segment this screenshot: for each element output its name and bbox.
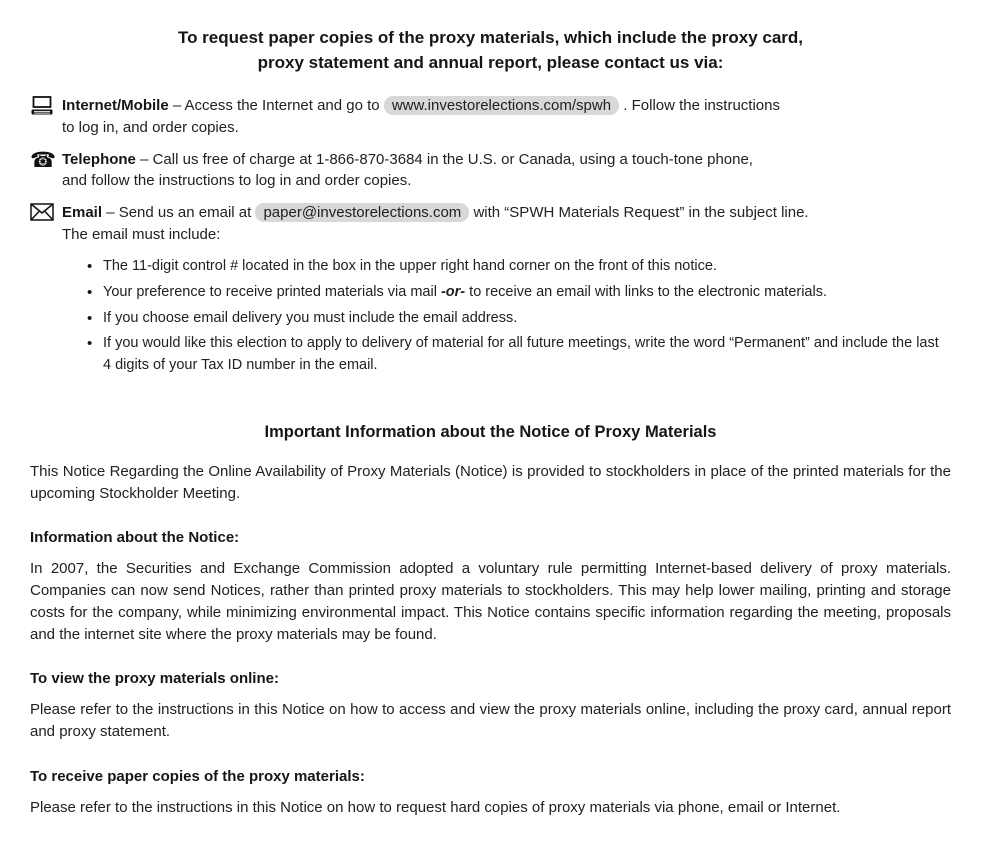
subheading-notice-info: Information about the Notice: <box>30 529 240 547</box>
subheading-view-online: To view the proxy materials online: <box>30 670 279 688</box>
contact-email-text <box>62 202 809 245</box>
page-title <box>30 26 951 75</box>
contact-telephone-line1: – Call us free of charge at 1-866-870-3684 in the U.S. or Canada, using a touch-tone phone, <box>140 150 753 168</box>
contact-internet-text <box>62 95 780 138</box>
contact-internet-label: Internet/Mobile <box>62 97 169 115</box>
contact-method-telephone <box>30 149 951 192</box>
contact-internet-line2: to log in, and order copies. <box>62 118 239 136</box>
proxy-website-link[interactable]: www.investorelections.com/spwh <box>384 96 619 115</box>
contact-internet-post: . Follow the instructions <box>623 97 780 115</box>
contact-telephone-line2: and follow the instructions to log in and order copies. <box>62 172 412 190</box>
subheading-paper-copies: To receive paper copies of the proxy materials: <box>30 767 365 785</box>
envelope-icon <box>30 203 62 221</box>
contact-email-label: Email <box>62 204 103 222</box>
bullet-text: If you would like this election to apply to delivery of material for all future meetings, write the word “Permanent” and include the last 4 digits of your Tax ID number in the email. <box>103 335 939 374</box>
email-requirements-list <box>86 256 951 377</box>
bullet-text-post: to receive an email with links to the electronic materials. <box>469 283 827 300</box>
contact-telephone-text <box>62 149 753 192</box>
contact-email-line2: The email must include: <box>62 225 221 243</box>
list-item <box>86 256 948 278</box>
contact-telephone-label: Telephone <box>62 150 136 168</box>
icon-column <box>30 149 62 172</box>
paragraph-notice-info: In 2007, the Securities and Exchange Commission adopted a voluntary rule permitting Internet-based delivery of proxy materials. Companies can now send Notices, rather than printed proxy materials to stockholders. This may help lower mailing, printing and storage costs for the company, while minimizing environmental impact. This Notice contains specific information regarding the meeting, proposals and the internet site where the proxy materials may be found. <box>30 560 951 643</box>
request-email-link[interactable]: paper@investorelections.com <box>255 203 469 222</box>
computer-icon <box>30 96 62 116</box>
contact-method-email <box>30 202 951 245</box>
section-title: Important Information about the Notice of Proxy Materials <box>264 422 717 441</box>
bullet-text: If you choose email delivery you must include the email address. <box>103 309 518 326</box>
contact-method-internet <box>30 95 951 138</box>
contact-email-post: with “SPWH Materials Request” in the subject line. <box>473 204 809 222</box>
bullet-or-emphasis: -or- <box>440 283 466 300</box>
paragraph-paper-copies: Please refer to the instructions in this Notice on how to request hard copies of proxy materials via phone, email or Internet. <box>30 798 841 816</box>
title-line-2: proxy statement and annual report, please contact us via: <box>257 52 724 72</box>
title-line-1: To request paper copies of the proxy materials, which include the proxy card, <box>177 28 804 47</box>
icon-column <box>30 202 62 221</box>
paragraph-view-online: Please refer to the instructions in this Notice on how to access and view the proxy materials online, including the proxy card, annual report and proxy statement. <box>30 701 951 741</box>
contact-internet-pre: – Access the Internet and go to <box>172 97 380 115</box>
contact-email-pre: – Send us an email at <box>106 204 252 222</box>
icon-column <box>30 95 62 116</box>
list-item <box>86 282 948 304</box>
list-item <box>86 333 948 377</box>
intro-paragraph: This Notice Regarding the Online Availability of Proxy Materials (Notice) is provided to stockholders in place of the printed materials for the upcoming Stockholder Meeting. <box>30 462 951 502</box>
telephone-icon: ☎ <box>30 147 57 172</box>
bullet-text-pre: Your preference to receive printed materials via mail <box>103 283 437 300</box>
list-item <box>86 308 948 330</box>
bullet-text: The 11-digit control # located in the box in the upper right hand corner on the front of this notice. <box>103 258 717 275</box>
